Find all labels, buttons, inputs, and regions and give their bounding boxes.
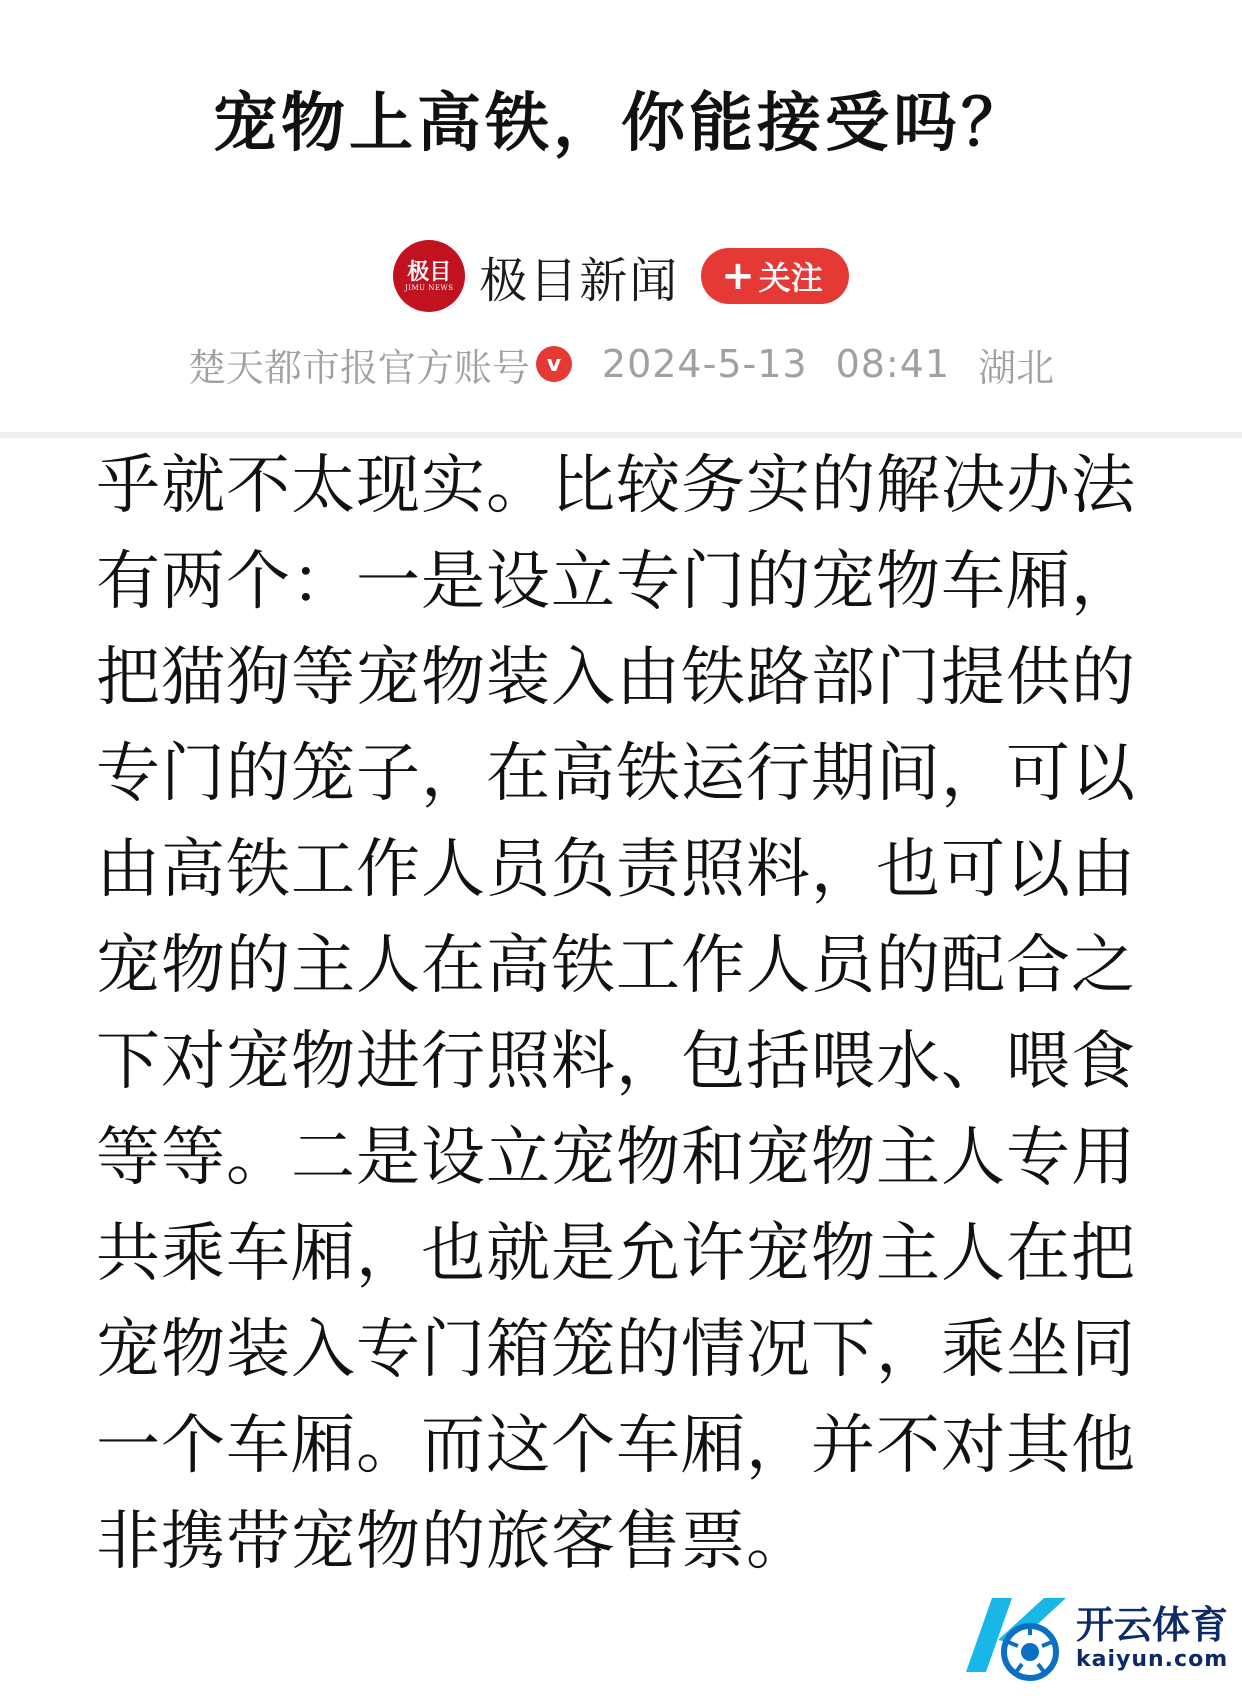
plus-icon: + [721,253,755,299]
body-line: 非携带宠物的旅客售票。 [96,1505,811,1579]
follow-button[interactable] [701,248,849,304]
article-title: 宠物上高铁，你能接受吗？ [213,87,1029,161]
publish-date: 2024-5-13 [601,342,808,386]
watermark-cn: 开云体育 [1076,1603,1229,1647]
body-line: 由高铁工作人员负责照料，也可以由 [96,833,1136,907]
body-line: 专门的笼子，在高铁运行期间，可以 [96,737,1136,811]
body-line: 宠物装入专门箱笼的情况下，乘坐同 [96,1313,1136,1387]
body-line: 乎就不太现实。比较务实的解决办法 [96,449,1136,523]
kaiyun-watermark [958,1588,1242,1688]
verified-v-icon: v [536,346,572,382]
publish-location: 湖北 [978,345,1055,390]
article-meta [0,336,1242,392]
watermark-text [1076,1603,1228,1673]
body-line: 把猫狗等宠物装入由铁路部门提供的 [96,641,1136,715]
body-line: 一个车厢。而这个车厢，并不对其他 [96,1409,1136,1483]
article-header [0,0,1242,432]
body-line: 共乘车厢，也就是允许宠物主人在把 [96,1217,1136,1291]
logo-subtext: JIMU NEWS [404,283,454,292]
body-line: 等等。二是设立宠物和宠物主人专用 [96,1121,1136,1195]
body-line: 有两个：一是设立专门的宠物车厢， [96,545,1136,619]
account-label: 楚天都市报官方账号 [187,345,530,390]
logo-text: 极目 [407,258,452,285]
watermark-en: kaiyun.com [1076,1647,1229,1672]
source-name[interactable]: 极目新闻 [479,252,680,309]
body-line: 下对宠物进行照料，包括喂水、喂食 [96,1025,1136,1099]
follow-label: 关注 [758,259,823,297]
jimu-news-logo[interactable] [393,240,465,312]
source-row [0,240,1242,312]
kaiyun-logo-icon [958,1590,1070,1686]
publish-time: 08:41 [835,342,951,386]
article-body [0,438,1242,1696]
body-line: 宠物的主人在高铁工作人员的配合之 [96,929,1136,1003]
